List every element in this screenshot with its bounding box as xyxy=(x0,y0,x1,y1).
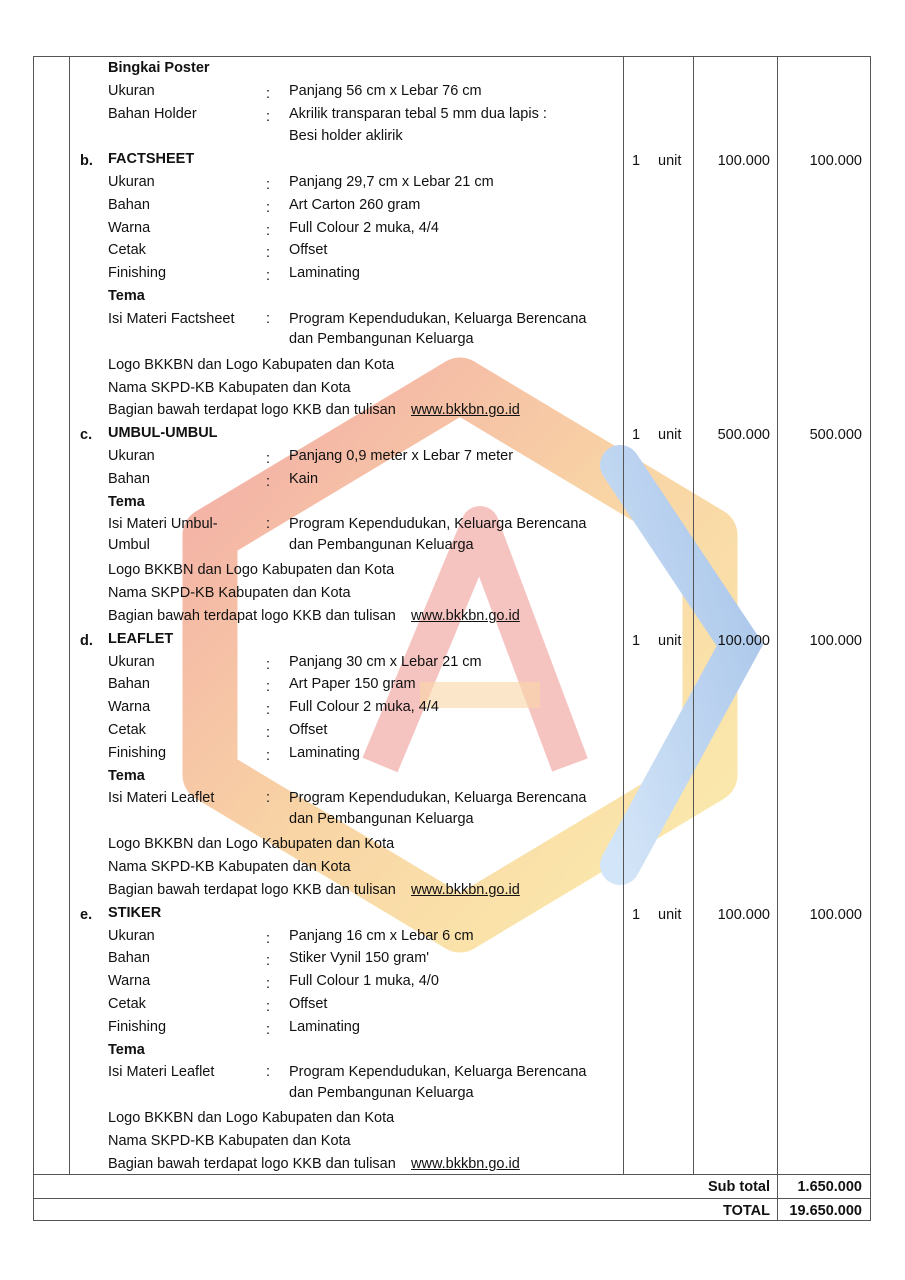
spec-value: Kain xyxy=(289,470,319,487)
isi-materi-value: dan Pembangunan Keluarga xyxy=(289,1084,474,1101)
spec-label: Cetak xyxy=(108,242,146,259)
spec-value: Full Colour 2 muka, 4/4 xyxy=(289,219,439,236)
isi-materi-label: Isi Materi Factsheet xyxy=(108,310,235,327)
spec-value: Panjang 56 cm x Lebar 76 cm xyxy=(289,82,482,99)
item-total-price: 500.000 xyxy=(809,427,862,444)
bagian-text: Bagian bawah terdapat logo KKB dan tulisan xyxy=(108,1156,396,1172)
total-label: TOTAL xyxy=(723,1203,770,1219)
item-title: UMBUL-UMBUL xyxy=(108,425,218,442)
item-total-price: 100.000 xyxy=(809,632,862,649)
rule-col-price xyxy=(777,56,778,1221)
nama-text: Nama SKPD-KB Kabupaten dan Kota xyxy=(108,379,351,396)
rule-col-letter xyxy=(69,56,70,1174)
spec-value: Offset xyxy=(289,996,328,1012)
spec-value: Laminating xyxy=(289,744,360,761)
website-link[interactable]: www.bkkbn.go.id xyxy=(411,402,520,419)
spec-colon: : xyxy=(266,976,271,993)
item-title: LEAFLET xyxy=(108,630,174,647)
website-link[interactable]: www.bkkbn.go.id xyxy=(411,608,520,624)
spec-colon: : xyxy=(266,473,271,490)
item-letter: b. xyxy=(80,153,93,170)
item-qty: 1 xyxy=(632,632,641,649)
item-letter: c. xyxy=(80,427,93,444)
isi-materi-label: Isi Materi Umbul- xyxy=(108,516,218,533)
spec-label: Ukuran xyxy=(108,174,155,190)
spec-value: Laminating xyxy=(289,1018,360,1035)
spec-colon: : xyxy=(266,516,271,533)
item-unit: unit xyxy=(658,153,682,170)
spec-label: Ukuran xyxy=(108,653,155,670)
isi-materi-value: dan Pembangunan Keluarga xyxy=(289,331,474,348)
rule-col-desc xyxy=(623,56,624,1174)
tema-heading: Tema xyxy=(108,493,145,510)
spec-colon: : xyxy=(266,310,271,327)
logo-text: Logo BKKBN dan Logo Kabupaten dan Kota xyxy=(108,562,395,579)
isi-materi-value: Program Kependudukan, Keluarga Berencana xyxy=(289,516,587,533)
item-qty: 1 xyxy=(632,153,641,170)
tema-heading: Tema xyxy=(108,1041,145,1058)
spec-colon: : xyxy=(266,930,271,947)
isi-materi-value: Program Kependudukan, Keluarga Berencana xyxy=(289,310,587,327)
spec-value: Offset xyxy=(289,722,328,738)
logo-text: Logo BKKBN dan Logo Kabupaten dan Kota xyxy=(108,836,395,853)
isi-materi-value: dan Pembangunan Keluarga xyxy=(289,810,474,827)
spec-label: Bahan xyxy=(108,676,150,693)
spec-label: Cetak xyxy=(108,722,146,738)
spec-colon: : xyxy=(266,451,271,467)
total-value: 19.650.000 xyxy=(789,1203,862,1219)
spec-colon: : xyxy=(266,679,271,696)
isi-materi-label: Isi Materi Leaflet xyxy=(108,790,215,807)
tema-heading: Tema xyxy=(108,767,145,784)
item-title: Bingkai Poster xyxy=(108,60,210,76)
rule-total xyxy=(33,1198,871,1199)
item-letter: e. xyxy=(80,906,93,923)
spec-label: Bahan xyxy=(108,470,150,487)
spec-value: Laminating xyxy=(289,265,360,282)
spec-colon: : xyxy=(266,199,271,216)
spec-value: Offset xyxy=(289,242,328,259)
rule-top xyxy=(33,56,871,57)
spec-label: Bahan xyxy=(108,196,150,213)
spec-colon: : xyxy=(266,702,271,719)
spec-value: Panjang 0,9 meter x Lebar 7 meter xyxy=(289,448,514,464)
spec-value: Stiker Vynil 150 gram' xyxy=(289,950,430,967)
item-total-price: 100.000 xyxy=(809,153,862,170)
isi-materi-label: Isi Materi Leaflet xyxy=(108,1064,215,1081)
item-unit: unit xyxy=(658,427,682,444)
spec-value: Akrilik transparan tebal 5 mm dua lapis : xyxy=(289,105,547,122)
spec-colon: : xyxy=(266,268,271,285)
spec-label: Finishing xyxy=(108,744,167,761)
spec-colon: : xyxy=(266,953,271,970)
spec-value: Panjang 30 cm x Lebar 21 cm xyxy=(289,653,482,670)
logo-text: Logo BKKBN dan Logo Kabupaten dan Kota xyxy=(108,1110,395,1127)
website-link[interactable]: www.bkkbn.go.id xyxy=(411,882,520,898)
subtotal-label: Sub total xyxy=(707,1179,770,1195)
spec-label: Warna xyxy=(108,219,151,236)
nama-text: Nama SKPD-KB Kabupaten dan Kota xyxy=(108,859,351,876)
spec-label: Finishing xyxy=(108,1018,167,1035)
tema-heading: Tema xyxy=(108,288,145,304)
spec-value: Panjang 29,7 cm x Lebar 21 cm xyxy=(289,174,494,190)
item-title: STIKER xyxy=(108,904,162,921)
rule-subtotal xyxy=(33,1174,871,1175)
spec-label: Ukuran xyxy=(108,927,155,944)
spec-label: Bahan Holder xyxy=(108,105,197,122)
spec-colon: : xyxy=(266,999,271,1015)
isi-materi-value: Program Kependudukan, Keluarga Berencana xyxy=(289,1064,587,1081)
spec-label: Bahan xyxy=(108,950,150,967)
spec-colon: : xyxy=(266,177,271,193)
rule-col-qty xyxy=(693,56,694,1174)
subtotal-value: 1.650.000 xyxy=(797,1179,862,1195)
isi-materi-value: dan Pembangunan Keluarga xyxy=(289,536,474,553)
spec-colon: : xyxy=(266,790,271,807)
item-qty: 1 xyxy=(632,906,641,923)
item-unit: unit xyxy=(658,632,682,649)
rule-right xyxy=(870,56,871,1221)
spec-colon: : xyxy=(266,656,271,673)
spec-value: Full Colour 2 muka, 4/4 xyxy=(289,699,439,716)
spec-value: Besi holder aklirik xyxy=(289,128,403,145)
website-link[interactable]: www.bkkbn.go.id xyxy=(411,1156,520,1172)
spec-colon: : xyxy=(266,85,271,102)
item-unit-price: 100.000 xyxy=(717,632,770,649)
bagian-text: Bagian bawah terdapat logo KKB dan tulisan xyxy=(108,608,396,624)
spec-value: Art Carton 260 gram xyxy=(289,196,421,213)
item-unit: unit xyxy=(658,906,682,923)
item-letter: d. xyxy=(80,632,93,649)
isi-materi-label: Umbul xyxy=(108,536,150,553)
item-unit-price: 100.000 xyxy=(717,906,770,923)
spec-colon: : xyxy=(266,1021,271,1038)
spec-colon: : xyxy=(266,747,271,764)
spec-table xyxy=(33,56,871,1221)
isi-materi-value: Program Kependudukan, Keluarga Berencana xyxy=(289,790,587,807)
rule-left xyxy=(33,56,34,1221)
logo-text: Logo BKKBN dan Logo Kabupaten dan Kota xyxy=(108,356,395,373)
item-title: FACTSHEET xyxy=(108,151,195,168)
spec-value: Panjang 16 cm x Lebar 6 cm xyxy=(289,927,474,944)
nama-text: Nama SKPD-KB Kabupaten dan Kota xyxy=(108,1133,351,1150)
bagian-text: Bagian bawah terdapat logo KKB dan tulisan xyxy=(108,402,396,419)
spec-colon: : xyxy=(266,245,271,262)
bagian-text: Bagian bawah terdapat logo KKB dan tulisan xyxy=(108,882,396,898)
spec-colon: : xyxy=(266,1064,271,1081)
spec-colon: : xyxy=(266,222,271,239)
spec-label: Finishing xyxy=(108,265,167,282)
spec-label: Cetak xyxy=(108,996,146,1012)
spec-label: Warna xyxy=(108,699,151,716)
spec-colon: : xyxy=(266,725,271,741)
spec-value: Full Colour 1 muka, 4/0 xyxy=(289,973,439,990)
spec-label: Ukuran xyxy=(108,448,155,464)
spec-value: Art Paper 150 gram xyxy=(289,676,416,693)
item-total-price: 100.000 xyxy=(809,906,862,923)
item-qty: 1 xyxy=(632,427,641,444)
spec-label: Warna xyxy=(108,973,151,990)
spec-label: Ukuran xyxy=(108,82,155,99)
item-unit-price: 100.000 xyxy=(717,153,770,170)
rule-bottom xyxy=(33,1220,871,1221)
item-unit-price: 500.000 xyxy=(717,427,770,444)
spec-colon: : xyxy=(266,108,271,125)
nama-text: Nama SKPD-KB Kabupaten dan Kota xyxy=(108,585,351,602)
